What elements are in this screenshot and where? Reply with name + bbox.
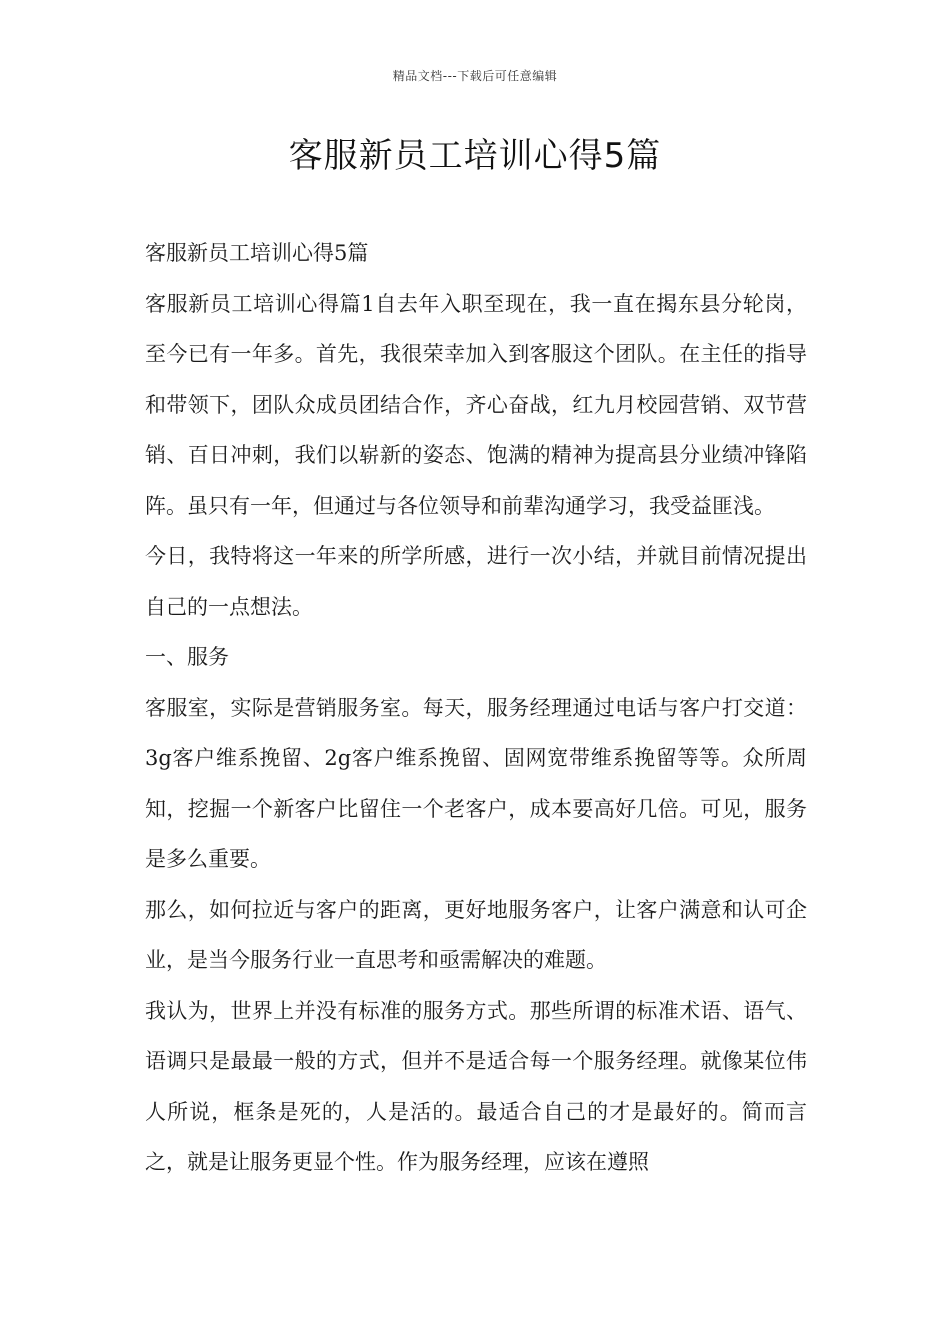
paragraph-intro: 客服新员工培训心得篇1自去年入职至现在，我一直在揭东县分轮岗，至今已有一年多。首先，我很荣幸加入到客服这个团队。在主任的指导和带领下，团队众成员团结合作，齐心奋战，红九月校园营销、双节营销、百日冲刺，我们以崭新的姿态、饱满的精神为提高县分业绩冲锋陷阵。虽只有一年，但通过与各位领导和前辈沟通学习，我受益匪浅。 <box>145 291 807 518</box>
header-note: 精品文档---下载后可任意编辑 <box>392 69 558 83</box>
paragraph-customer-distance: 那么，如何拉近与客户的距离，更好地服务客户，让客户满意和认可企业，是当今服务行业一直思考和亟需解决的难题。 <box>145 897 807 972</box>
document-body <box>145 228 807 1188</box>
document-title: 客服新员工培训心得5篇 <box>288 136 662 176</box>
paragraph-subtitle: 客服新员工培训心得5篇 <box>145 241 369 265</box>
paragraph-opinion: 我认为，世界上并没有标准的服务方式。那些所谓的标准术语、语气、语调只是最最一般的方式，但并不是适合每一个服务经理。就像某位伟人所说，框条是死的，人是活的。最适合自己的才是最好的。简而言之，就是让服务更显个性。作为服务经理，应该在遵照 <box>145 998 807 1174</box>
paragraph-service-room: 客服室，实际是营销服务室。每天，服务经理通过电话与客户打交道：3g客户维系挽留、2g客户维系挽留、固网宽带维系挽留等等。众所周知，挖掘一个新客户比留住一个老客户，成本要高好几倍。可见，服务是多么重要。 <box>145 695 807 871</box>
section-heading-service: 一、服务 <box>145 645 229 669</box>
paragraph-summary: 今日，我特将这一年来的所学所感，进行一次小结，并就目前情况提出自己的一点想法。 <box>145 544 807 619</box>
